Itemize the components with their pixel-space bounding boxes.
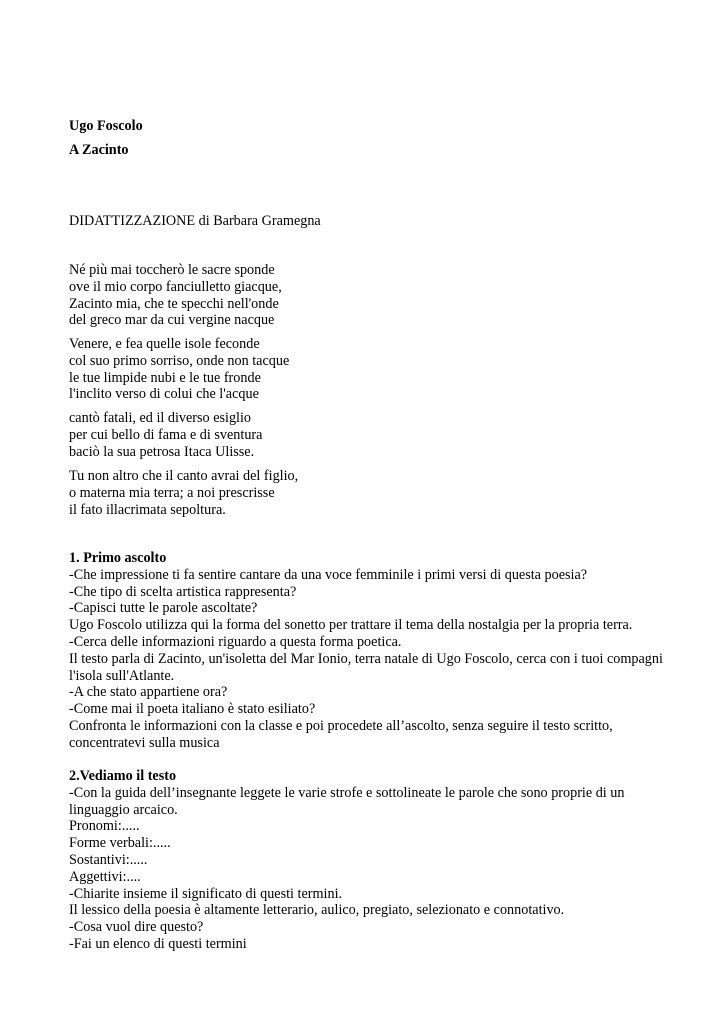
- exercise-line: Confronta le informazioni con la classe e poi procedete all’ascolto, senza seguire il testo scritto, concentratevi sulla musica: [69, 717, 613, 751]
- exercise-line: -Fai un elenco di questi termini: [69, 935, 247, 952]
- verse-line: il fato illacrimata sepoltura.: [69, 501, 226, 518]
- exercise-line: -Che impressione ti fa sentire cantare da una voce femminile i primi versi di questa poesia?: [69, 566, 588, 583]
- verse-line: o materna mia terra; a noi prescrisse: [69, 484, 275, 501]
- section-primo-ascolto: [69, 550, 685, 752]
- verse-line: Venere, e fea quelle isole feconde: [69, 336, 260, 352]
- exercise-line: -Che tipo di scelta artistica rappresenta?: [69, 583, 297, 600]
- poem-stanza-2: [69, 336, 685, 403]
- exercise-line: Il testo parla di Zacinto, un'isoletta del Mar Ionio, terra natale di Ugo Foscolo, cerca con i tuoi compagni l'isola sull'Atlante.: [69, 650, 663, 684]
- section-heading: 2.Vediamo il testo: [69, 768, 177, 784]
- verse-line: Zacinto mia, che te specchi nell'onde: [69, 295, 279, 312]
- verse-line: cantò fatali, ed il diverso esiglio: [69, 410, 252, 426]
- verse-line: ove il mio corpo fanciulletto giacque,: [69, 278, 282, 295]
- exercise-line: -Come mai il poeta italiano è stato esiliato?: [69, 701, 316, 718]
- verse-line: Né più mai toccherò le sacre sponde: [69, 262, 275, 278]
- author-name: Ugo Foscolo: [69, 118, 143, 134]
- poem-title-heading: [69, 142, 685, 159]
- exercise-line: -Capisci tutte le parole ascoltate?: [69, 600, 258, 617]
- exercise-line: Aggettivi:....: [69, 868, 141, 885]
- section-heading: 1. Primo ascolto: [69, 550, 167, 566]
- didattizzazione-credit: [69, 213, 685, 230]
- poem-title: A Zacinto: [69, 142, 129, 158]
- verse-line: le tue limpide nubi e le tue fronde: [69, 369, 261, 386]
- verse-line: Tu non altro che il canto avrai del figlio,: [69, 468, 299, 484]
- verse-line: l'inclito verso di colui che l'acque: [69, 386, 259, 403]
- poem-stanza-3: [69, 410, 685, 460]
- verse-line: col suo primo sorriso, onde non tacque: [69, 352, 290, 369]
- exercise-line: -Cerca delle informazioni riguardo a questa forma poetica.: [69, 633, 402, 650]
- exercise-line: Ugo Foscolo utilizza qui la forma del sonetto per trattare il tema della nostalgia per la propria terra.: [69, 617, 633, 634]
- verse-line: per cui bello di fama e di sventura: [69, 426, 263, 443]
- exercise-line: Pronomi:.....: [69, 818, 140, 835]
- verse-line: baciò la sua petrosa Itaca Ulisse.: [69, 443, 255, 460]
- poem-stanza-4: [69, 468, 685, 518]
- exercise-line: Il lessico della poesia è altamente letterario, aulico, pregiato, selezionato e connotativo.: [69, 902, 565, 919]
- verse-line: del greco mar da cui vergine nacque: [69, 312, 275, 329]
- exercise-line: -Chiarite insieme il significato di questi termini.: [69, 885, 343, 902]
- exercise-line: Forme verbali:.....: [69, 835, 171, 852]
- exercise-line: -A che stato appartiene ora?: [69, 684, 228, 701]
- poem-stanza-1: [69, 262, 685, 329]
- section-vediamo-il-testo: [69, 768, 685, 953]
- exercise-line: Sostantivi:.....: [69, 851, 148, 868]
- exercise-line: -Con la guida dell’insegnante leggete le varie strofe e sottolineate le parole che sono proprie di un linguaggio arcaico.: [69, 784, 625, 818]
- exercise-line: -Cosa vuol dire questo?: [69, 919, 204, 936]
- credit-text: DIDATTIZZAZIONE di Barbara Gramegna: [69, 213, 321, 229]
- author-heading: [69, 118, 685, 135]
